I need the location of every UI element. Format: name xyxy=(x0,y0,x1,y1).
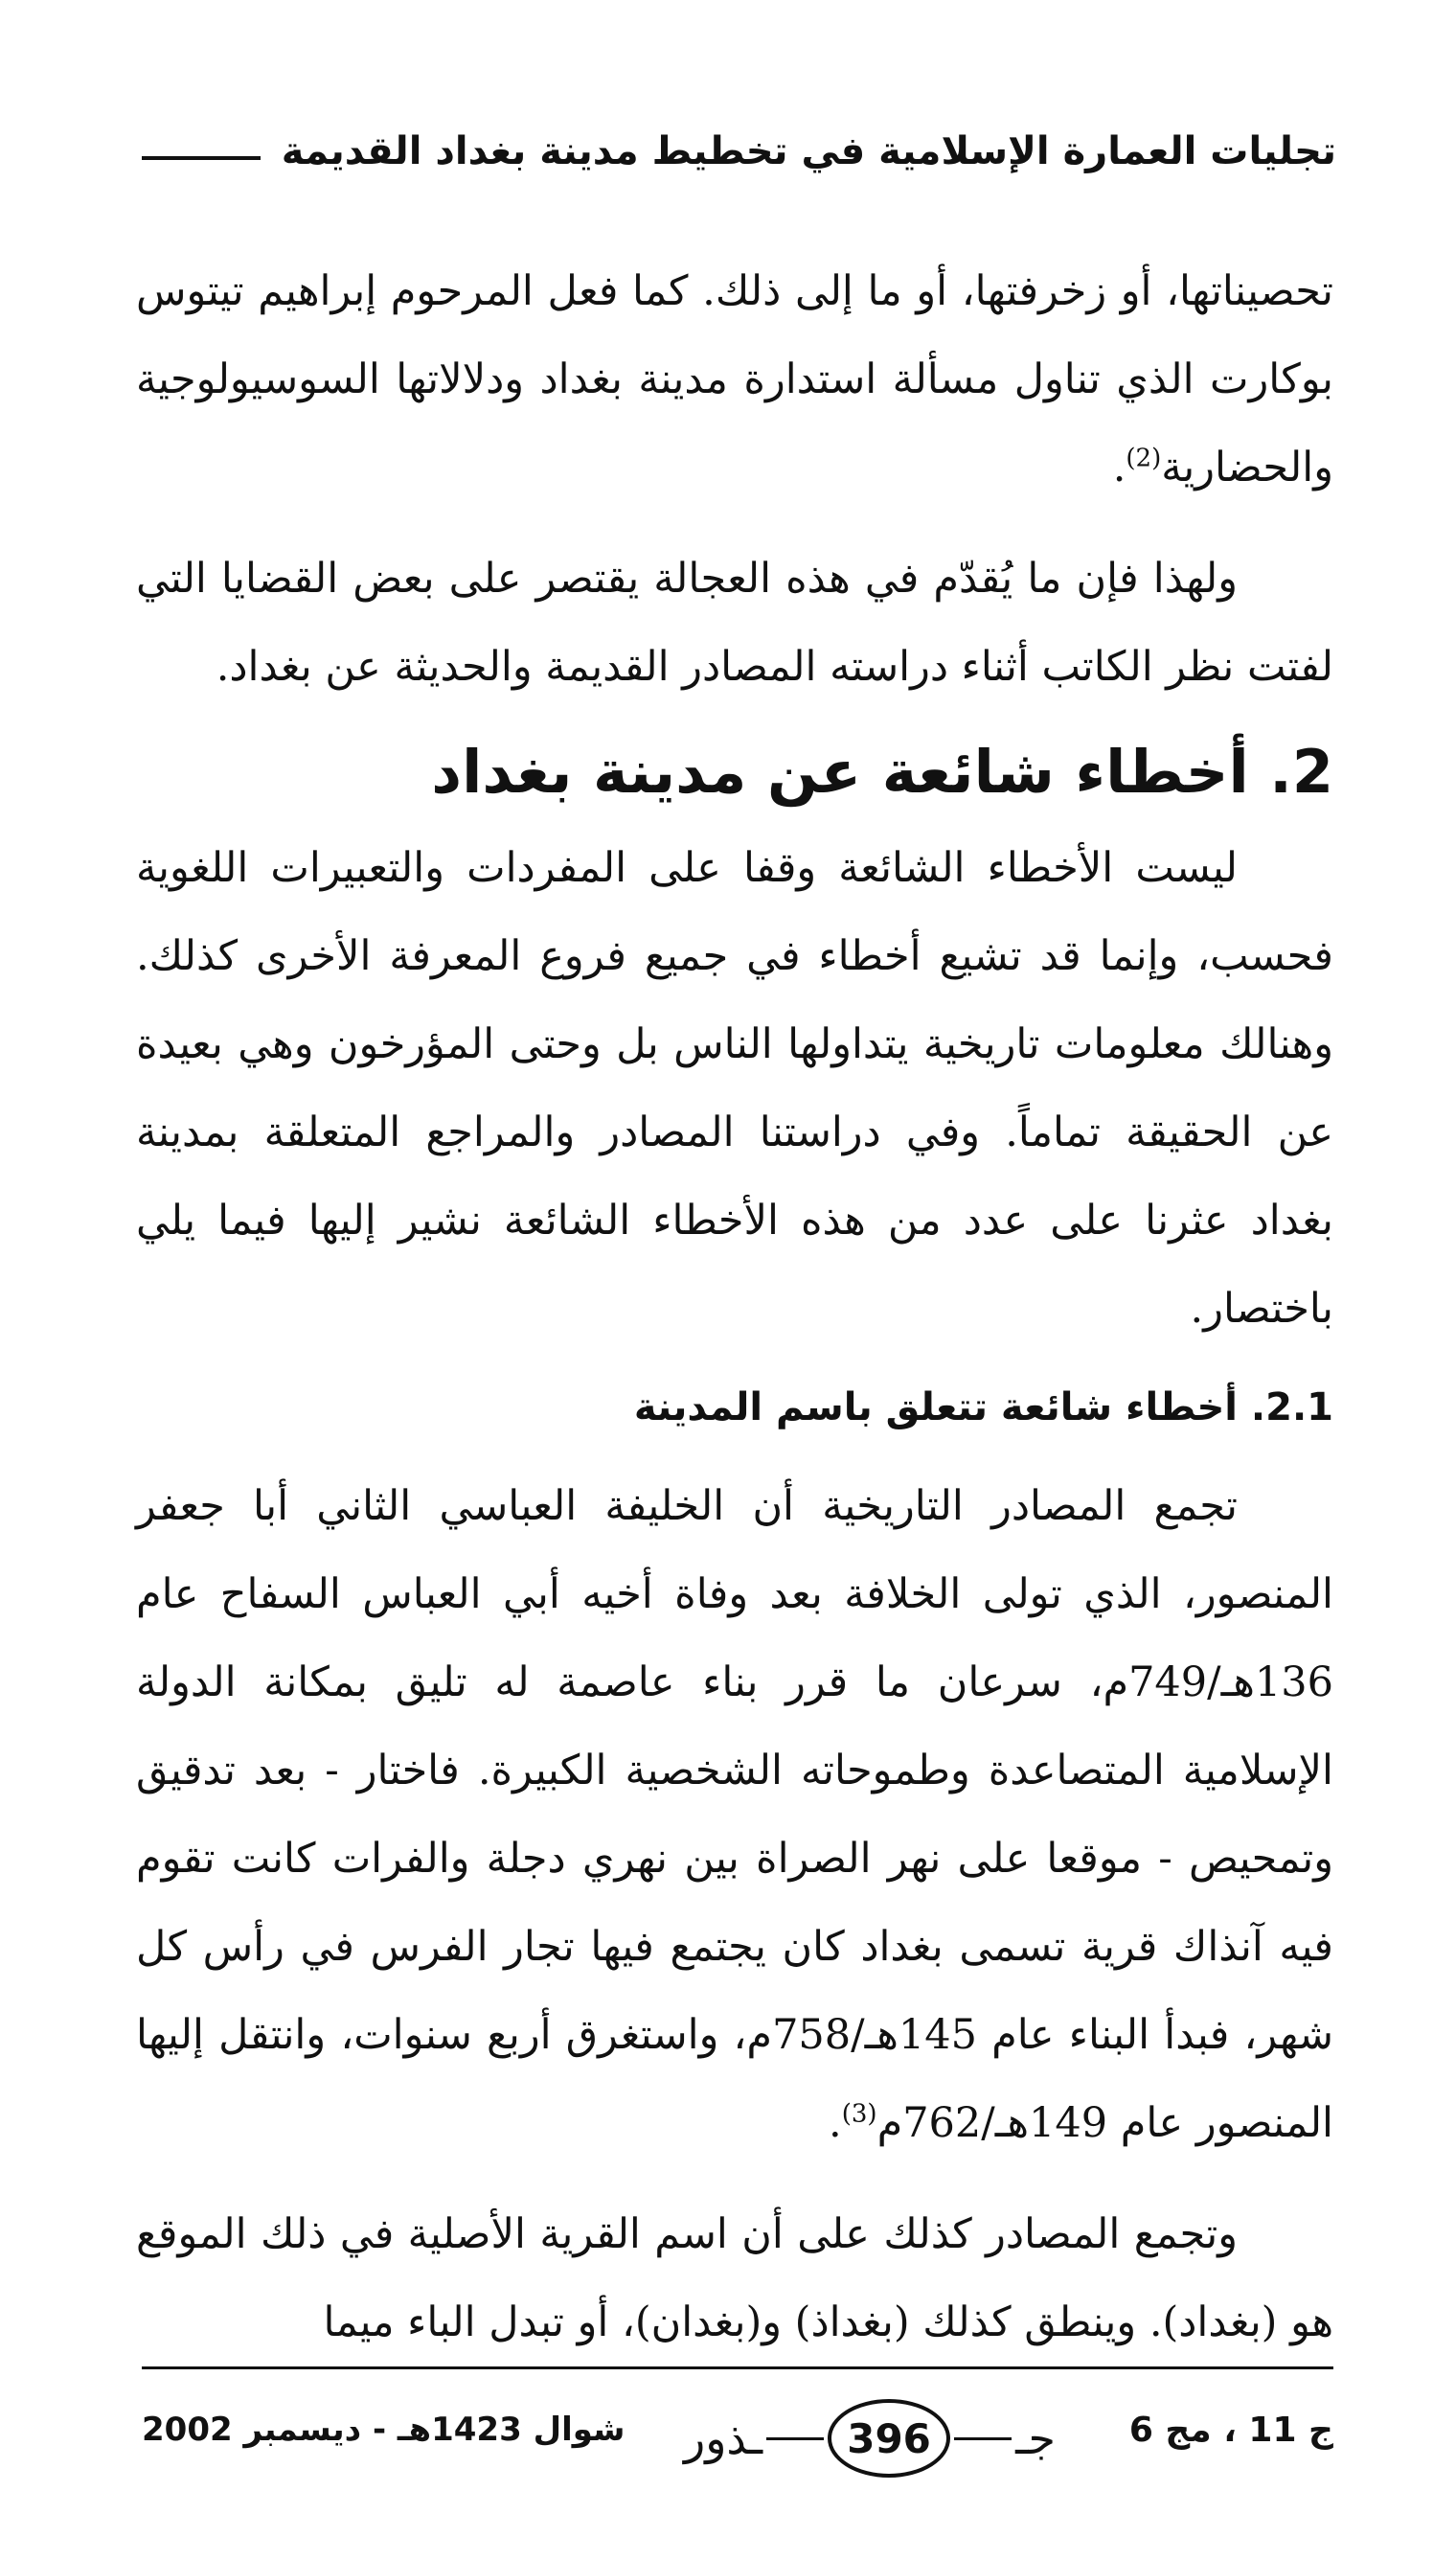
paragraph-2: ولهذا فإن ما يُقدّم في هذه العجالة يقتصر على بعض القضايا التي لفتت نظر الكاتب أثناء دراسته المصادر القديمة والحديثة عن بغداد. xyxy=(136,555,1333,691)
page-number: 396 xyxy=(828,2399,950,2478)
volume-label: ج 11 ، مج 6 xyxy=(1128,2411,1333,2450)
running-header xyxy=(142,123,1336,180)
paragraph-1 xyxy=(136,247,1333,512)
page-footer xyxy=(142,2386,1333,2501)
body-text xyxy=(136,247,1333,2366)
paragraph-4-end: . xyxy=(829,2099,842,2147)
subsection-heading: 2.1. أخطاء شائعة تتعلق باسم المدينة xyxy=(633,1385,1333,1429)
logo-dash xyxy=(766,2437,824,2440)
logo-dash xyxy=(954,2437,1012,2440)
section-heading: 2. أخطاء شائعة عن مدينة بغداد xyxy=(431,737,1333,807)
footnote-ref-2: (2) xyxy=(1126,444,1162,473)
footnote-ref-3: (3) xyxy=(841,2099,877,2129)
paragraph-5: وتجمع المصادر كذلك على أن اسم القرية الأصلية في ذلك الموقع هو (بغداد). وينطق كذلك (بغداذ) و(بغدان)، أو تبدل الباء ميما xyxy=(136,2210,1333,2346)
paragraph-3: ليست الأخطاء الشائعة وقفا على المفردات والتعبيرات اللغوية فحسب، وإنما قد تشيع أخطاء في جميع فروع المعرفة الأخرى كذلك. وهنالك معلومات تاريخية يتداولها الناس بل وحتى المؤرخون وهي بعيدة عن الحقيقة تماماً. وفي دراستنا المصادر والمراجع المتعلقة بمدينة بغداد عثرنا على عدد من هذه الأخطاء الشائعة نشير إليها فيما يلي باختصار. xyxy=(136,844,1333,1333)
paragraph-1-end: . xyxy=(1112,444,1126,491)
paragraph-4-text: تجمع المصادر التاريخية أن الخليفة العباسي الثاني أبا جعفر المنصور، الذي تولى الخلافة بعد وفاة أخيه أبي العباس السفاح عام 136هـ/749م، سرعان ما قرر بناء عاصمة له تليق بمكانة الدولة الإسلامية المتصاعدة وطموحاته الشخصية الكبيرة. فاختار - بعد تدقيق وتمحيص - موقعا على نهر الصراة بين نهري دجلة والفرات كانت تقوم فيه آنذاك قرية تسمى بغداد كان يجتمع فيها تجار الفرس في رأس كل شهر، فبدأ البناء عام 145هـ/758م، واستغرق أربع سنوات، وانتقل إليها المنصور عام 149هـ/762م xyxy=(136,1482,1333,2147)
header-rule xyxy=(142,156,261,160)
logo-text-left: جـ xyxy=(1015,2412,1056,2464)
issue-date: شوال 1423هـ - ديسمبر 2002 xyxy=(142,2411,626,2449)
paragraph-1-text: تحصيناتها، أو زخرفتها، أو ما إلى ذلك. كما فعل المرحوم إبراهيم تيتوس بوكارت الذي تناول مسألة استدارة مدينة بغداد ودلالاتها السوسيولوجية والحضارية xyxy=(136,267,1333,491)
running-header-title: تجليات العمارة الإسلامية في تخطيط مدينة بغداد القديمة xyxy=(281,129,1336,173)
paragraph-4 xyxy=(136,1462,1333,2167)
journal-logo xyxy=(678,2386,1061,2491)
footer-rule xyxy=(142,2366,1333,2369)
logo-text-right: ـذور xyxy=(684,2412,763,2464)
